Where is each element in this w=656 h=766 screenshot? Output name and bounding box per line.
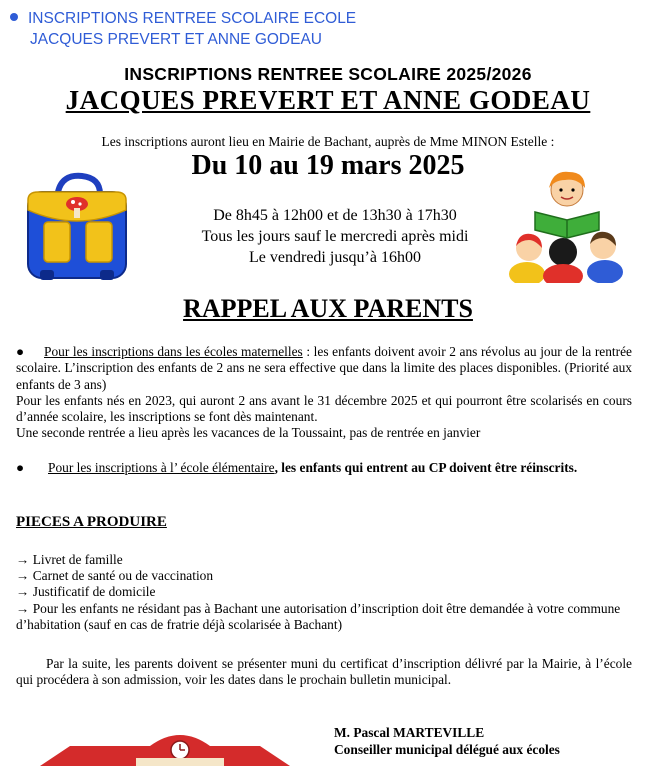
- header-line-2: JACQUES PREVERT ET ANNE GODEAU: [30, 31, 322, 48]
- maternelle-label: Pour les inscriptions dans les écoles maternelles: [44, 344, 303, 359]
- list-item: → Carnet de santé ou de vaccination: [16, 568, 214, 584]
- signature-role: Conseiller municipal délégué aux écoles: [334, 742, 560, 757]
- bullet-icon: ●: [16, 460, 25, 475]
- maternelle-section: [16, 344, 632, 442]
- maternelle-text-3: Une seconde rentrée a lieu après les vacances de la Toussaint, pas de rentrée en janvier: [16, 425, 481, 441]
- maternelle-text-2: Pour les enfants nés en 2023, qui auront 2 ans avant le 31 décembre 2025 et qui pourront être scolarisés en cours d’année scolaire, les inscriptions se font dès maintenant.: [16, 392, 632, 425]
- opening-hours: [150, 205, 520, 268]
- list-item: → Livret de famille: [16, 552, 123, 567]
- closing-paragraph: Par la suite, les parents doivent se présenter muni du certificat d’inscription délivré par la Mairie, à l’école qui procédera à son admission, voir les dates dans le prochain bulletin municipal.: [16, 656, 632, 688]
- hours-line-1: De 8h45 à 12h00 et de 13h30 à 17h30: [213, 207, 457, 224]
- hours-line-2: Tous les jours sauf le mercredi après midi: [201, 228, 469, 245]
- hours-line-3: Le vendredi jusqu’à 16h00: [249, 249, 421, 266]
- elementaire-label: Pour les inscriptions à l’ école élémentaire: [48, 460, 275, 475]
- reminder-title: RAPPEL AUX PARENTS: [183, 294, 473, 323]
- signature: [334, 724, 560, 758]
- documents-title: PIECES A PRODUIRE: [16, 514, 167, 530]
- header-line-1: INSCRIPTIONS RENTREE SCOLAIRE ECOLE: [10, 8, 356, 29]
- maternelle-text: : les enfants doivent avoir 2 ans révolus au jour de la rentrée scolaire. L’inscription des enfants de 2 ans ne sera effective que dans la limite des places disponibles. (Priorité aux enfants de 3 ans): [16, 344, 632, 392]
- elementaire-text: , les enfants qui entrent au CP doivent être réinscrits.: [274, 460, 578, 475]
- title-line-2: JACQUES PREVERT ET ANNE GODEAU: [65, 85, 591, 115]
- documents-list: [16, 552, 636, 633]
- signature-name: M. Pascal MARTEVILLE: [334, 725, 485, 740]
- page-header: [10, 8, 356, 50]
- bullet-icon: ●: [16, 344, 25, 359]
- children-reading-icon: [505, 168, 625, 283]
- list-item: → Justificatif de domicile: [16, 584, 156, 600]
- bullet-icon: [10, 13, 18, 21]
- intro-text: Les inscriptions auront lieu en Mairie de Bachant, auprès de Mme MINON Estelle :: [101, 134, 555, 149]
- elementaire-section: [16, 460, 632, 476]
- school-bag-icon: [20, 170, 135, 285]
- list-item: → Pour les enfants ne résidant pas à Bachant une autorisation d’inscription doit être demandée à votre commune d’habitation (sauf en cas de fratrie déjà scolarisée à Bachant): [16, 600, 621, 632]
- registration-dates: Du 10 au 19 mars 2025: [191, 150, 465, 181]
- title-line-1: INSCRIPTIONS RENTREE SCOLAIRE 2025/2026: [124, 64, 532, 84]
- school-building-icon: [40, 728, 290, 766]
